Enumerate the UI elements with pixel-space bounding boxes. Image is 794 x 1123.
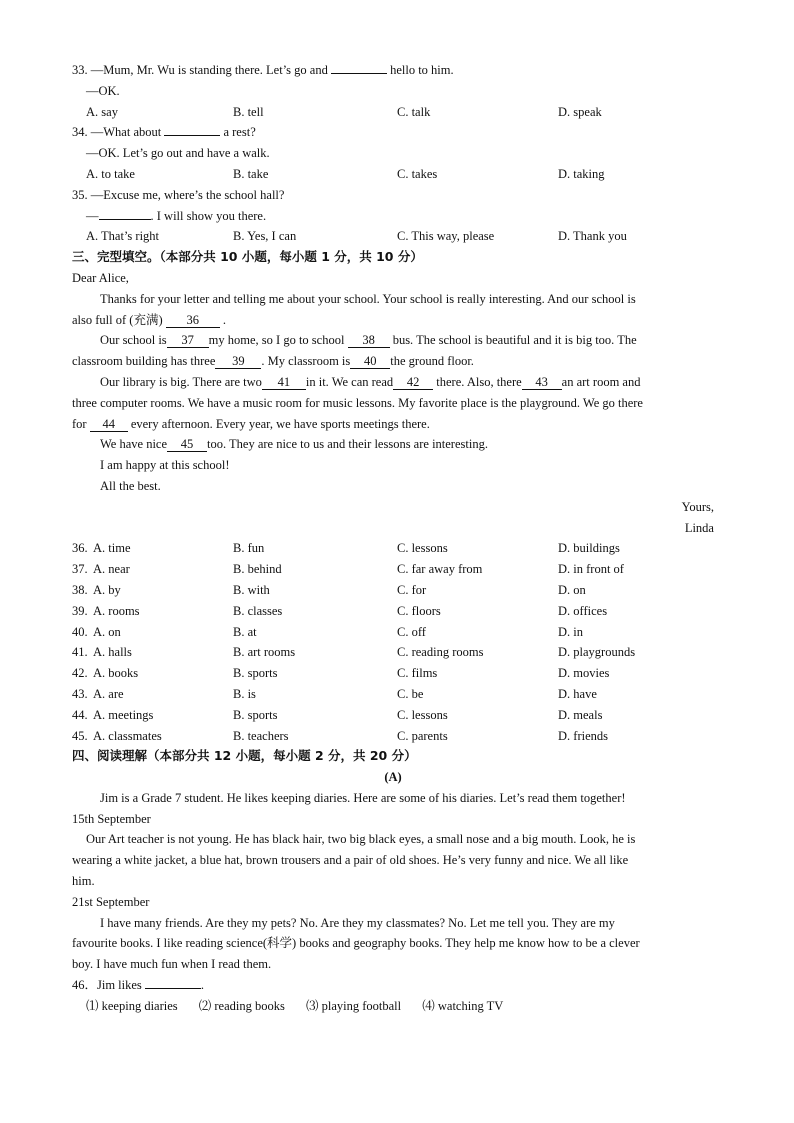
q46-option-3: ⑶ playing football (306, 998, 402, 1013)
option-number: 39. (72, 603, 88, 618)
letter-p3a-post: an art room and (561, 374, 641, 389)
q46-option-2: ⑵ reading books (198, 998, 285, 1013)
diary1-line1: Our Art teacher is not young. He has black hair, two big black eyes, a small nose and a big mouth. Look, he is (86, 832, 636, 847)
q34-options (72, 164, 714, 185)
q34-blank (164, 135, 220, 136)
q33-option-b: B. tell (233, 104, 264, 119)
option-a: A. by (93, 582, 121, 597)
q35-line2 (72, 206, 714, 227)
option-d: D. playgrounds (558, 645, 636, 660)
q33-stem (72, 60, 714, 81)
letter-p2a-mid: my home, so I go to school (208, 333, 345, 348)
q34-option-b: B. take (233, 166, 269, 181)
letter-p4-post: too. They are nice to us and their lessons are interesting. (207, 437, 488, 452)
q33-line1b: hello to him. (390, 63, 454, 77)
option-number: 38. (72, 582, 88, 597)
q33-option-a: A. say (86, 104, 118, 119)
part-a-heading: (A) (384, 770, 402, 785)
option-c: C. floors (397, 603, 441, 618)
q46-post: . (200, 978, 205, 993)
letter-p2b-mid: . My classroom is (261, 354, 351, 369)
letter-p2b-pre: classroom building has three (72, 354, 216, 369)
q35-option-d: D. Thank you (558, 229, 627, 244)
option-a: A. on (93, 624, 121, 639)
cloze-option-row (72, 726, 714, 747)
option-b: B. behind (233, 562, 282, 577)
option-d: D. on (558, 582, 586, 597)
q35-line1: —Excuse me, where’s the school hall? (90, 187, 285, 202)
q34-option-d: D. taking (558, 166, 605, 181)
letter-p1b-pre: also full of (充满) (72, 312, 163, 327)
diary1-line3: him. (72, 874, 95, 889)
cloze-option-row (72, 642, 714, 663)
q35-number: 35. (72, 187, 88, 202)
letter-p3c-pre: for (72, 416, 87, 431)
cloze-option-row (72, 580, 714, 601)
q33-number: 33. (72, 63, 88, 77)
blank-39: 39 (215, 354, 261, 369)
q35-line2a: — (86, 208, 99, 223)
option-d: D. friends (558, 728, 608, 743)
option-c: C. parents (397, 728, 448, 743)
blank-37: 37 (167, 333, 209, 348)
option-b: B. teachers (233, 728, 289, 743)
q35-line2b: . I will show you there. (150, 208, 267, 223)
option-d: D. buildings (558, 541, 620, 556)
option-d: D. in front of (558, 562, 624, 577)
letter-p2b-post: the ground floor. (390, 354, 474, 369)
blank-43: 43 (522, 375, 562, 390)
option-number: 44. (72, 707, 88, 722)
cloze-option-row (72, 705, 714, 726)
option-b: B. at (233, 624, 257, 639)
option-d: D. meals (558, 707, 603, 722)
option-a: A. halls (93, 645, 132, 660)
option-c: C. reading rooms (397, 645, 484, 660)
q33-option-c: C. talk (397, 104, 431, 119)
cloze-option-row (72, 559, 714, 580)
letter-p3a (72, 372, 714, 393)
diary-date-1: 15th September (72, 811, 151, 826)
option-a: A. classmates (93, 728, 162, 743)
q35-options (72, 226, 714, 247)
blank-44: 44 (90, 417, 128, 432)
option-a: A. books (93, 666, 139, 681)
blank-36: 36 (166, 313, 220, 328)
letter-p2a (72, 330, 714, 351)
option-a: A. time (93, 541, 131, 556)
option-c: C. for (397, 582, 427, 597)
letter-p3c (72, 414, 714, 435)
letter-p1a: Thanks for your letter and telling me about your school. Your school is really interesting. And our school is (100, 291, 636, 306)
option-number: 43. (72, 686, 88, 701)
option-c: C. lessons (397, 707, 448, 722)
letter-p1b-post: . (222, 312, 226, 327)
letter-p2b (72, 351, 714, 372)
cloze-option-row (72, 601, 714, 622)
letter-p2a-post: bus. The school is beautiful and it is big too. The (392, 333, 637, 348)
q33-options (72, 102, 714, 123)
q34-number: 34. (72, 125, 88, 140)
q46-option-1: ⑴ keeping diaries (86, 998, 178, 1013)
letter-p4-pre: We have nice (100, 437, 168, 452)
letter-p3c-post: every afternoon. Every year, we have sports meetings there. (130, 416, 430, 431)
q35-option-a: A. That’s right (86, 229, 160, 244)
option-c: C. far away from (397, 562, 483, 577)
option-b: B. with (233, 582, 270, 597)
letter-closing: Yours, (681, 499, 714, 514)
option-b: B. sports (233, 666, 278, 681)
q46-pre: 46．Jim likes (72, 978, 142, 993)
section3-title: 三、完型填空。（本部分共 10 小题，每小题 1 分，共 10 分） (72, 249, 423, 265)
option-a: A. are (93, 686, 124, 701)
diary-date-2: 21st September (72, 894, 150, 909)
q35-blank (99, 219, 151, 220)
q35-stem (72, 185, 714, 206)
cloze-option-row (72, 663, 714, 684)
q33-option-d: D. speak (558, 104, 602, 119)
letter-p3a-pre: Our library is big. There are two (100, 374, 262, 389)
q34-stem (72, 122, 714, 143)
diary2-line1: I have many friends. Are they my pets? No. Are they my classmates? No. Let me tell you. They are my (100, 915, 615, 930)
option-number: 37. (72, 562, 88, 577)
option-c: C. lessons (397, 541, 448, 556)
option-a: A. rooms (93, 603, 140, 618)
q46-stem (72, 975, 714, 996)
option-number: 36. (72, 541, 88, 556)
option-number: 45. (72, 728, 88, 743)
option-a: A. meetings (93, 707, 154, 722)
q33-blank (331, 73, 387, 74)
diary1-line2: wearing a white jacket, a blue hat, brown trousers and a pair of old shoes. He’s very funny and nice. We all like (72, 853, 629, 868)
letter-p6: All the best. (100, 478, 161, 493)
option-b: B. classes (233, 603, 283, 618)
q34-line2: —OK. Let’s go out and have a walk. (86, 146, 270, 161)
q33-line1a: —Mum, Mr. Wu is standing there. Let’s go and (90, 63, 328, 77)
blank-38: 38 (348, 333, 390, 348)
option-d: D. movies (558, 666, 610, 681)
q35-option-b: B. Yes, I can (233, 229, 297, 244)
option-b: B. fun (233, 541, 265, 556)
option-d: D. offices (558, 603, 608, 618)
option-number: 42. (72, 666, 88, 681)
letter-p3b: three computer rooms. We have a music room for music lessons. My favorite place is the playground. We go there (72, 395, 643, 410)
letter-greeting: Dear Alice, (72, 270, 129, 285)
q35-option-c: C. This way, please (397, 229, 495, 244)
letter-p5: I am happy at this school! (100, 458, 230, 473)
blank-45: 45 (167, 437, 207, 452)
diary2-line3: boy. I have much fun when I read them. (72, 957, 272, 972)
letter-p4 (72, 434, 714, 455)
q34-line1a: —What about (90, 125, 162, 140)
option-d: D. have (558, 686, 597, 701)
cloze-option-row (72, 538, 714, 559)
letter-p2a-pre: Our school is (100, 333, 167, 348)
option-d: D. in (558, 624, 583, 639)
q46-blank (145, 988, 201, 989)
q46-option-4: ⑷ watching TV (422, 998, 504, 1013)
option-number: 40. (72, 624, 88, 639)
letter-p3a-mid2: there. Also, there (436, 374, 522, 389)
option-c: C. films (397, 666, 438, 681)
option-b: B. sports (233, 707, 278, 722)
blank-42: 42 (393, 375, 433, 390)
q46-options (72, 996, 714, 1017)
option-b: B. art rooms (233, 645, 296, 660)
q33-line2: —OK. (86, 83, 120, 98)
option-number: 41. (72, 645, 88, 660)
q34-line1b: a rest? (223, 125, 256, 140)
option-c: C. off (397, 624, 426, 639)
q34-option-a: A. to take (86, 166, 135, 181)
blank-41: 41 (262, 375, 306, 390)
letter-p3a-mid: in it. We can read (305, 374, 394, 389)
section4-title: 四、阅读理解（本部分共 12 小题，每小题 2 分，共 20 分） (72, 748, 417, 764)
letter-signature: Linda (684, 520, 714, 535)
q34-option-c: C. takes (397, 166, 438, 181)
cloze-options-list (72, 538, 714, 746)
reading-intro: Jim is a Grade 7 student. He likes keeping diaries. Here are some of his diaries. Let’s read them together! (100, 790, 626, 805)
blank-40: 40 (350, 354, 390, 369)
exam-page (72, 60, 714, 1017)
diary2-line2: favourite books. I like reading science(科学) books and geography books. They help me know how to be a clever (72, 936, 640, 951)
option-b: B. is (233, 686, 256, 701)
letter-p1b (72, 310, 714, 331)
cloze-option-row (72, 622, 714, 643)
option-c: C. be (397, 686, 424, 701)
cloze-option-row (72, 684, 714, 705)
option-a: A. near (93, 562, 130, 577)
